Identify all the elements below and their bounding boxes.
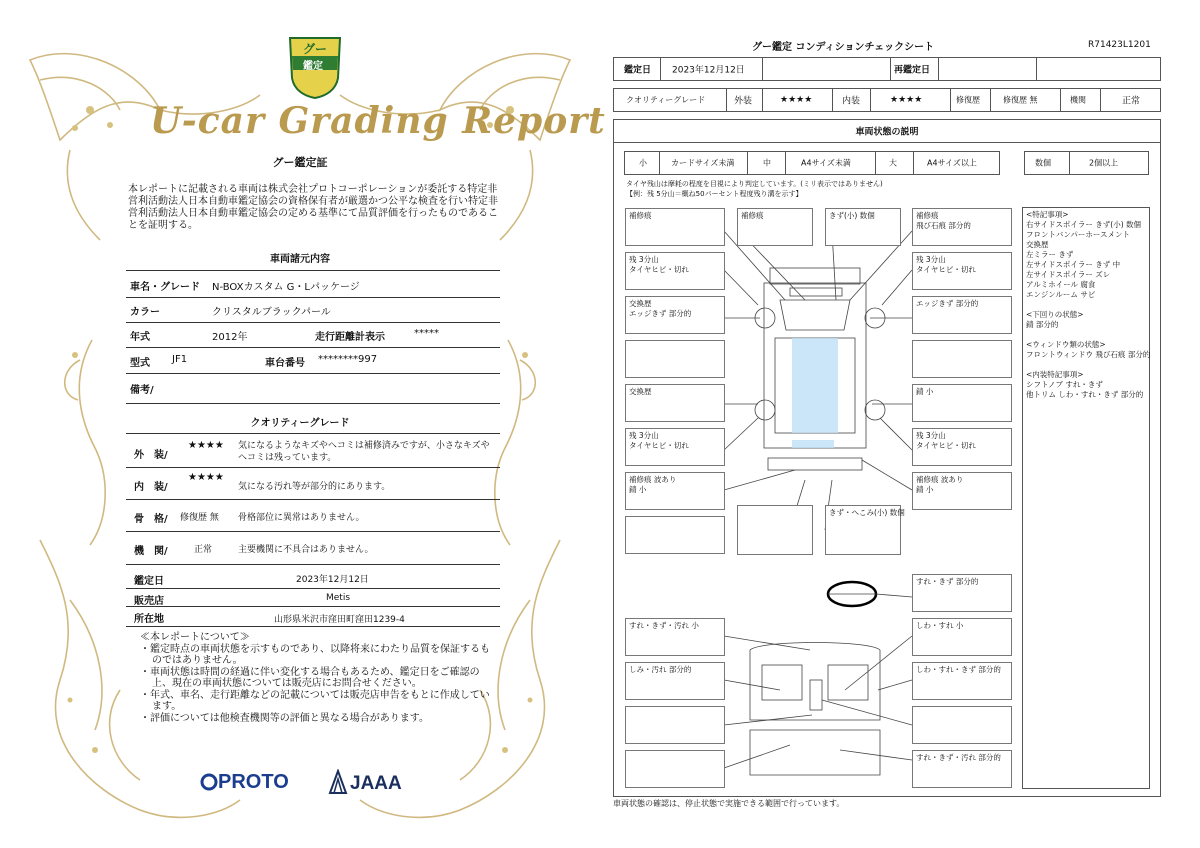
interior-note-box: しみ・汚れ 部分的 [625, 662, 725, 700]
chassis-value: ********997 [318, 354, 378, 365]
special-note-line: 右サイドスポイラー きず(小) 数個 [1026, 220, 1142, 229]
address-value: 山形県米沢市窪田町窪田1239-4 [274, 615, 405, 625]
mileage-label: 走行距離計表示 [315, 332, 385, 343]
exterior-note-box: 残 3分山 タイヤヒビ・切れ [625, 428, 725, 466]
exterior-note-box [737, 505, 813, 555]
sheet-footer: 車両状態の確認は、停止状態で実施できる範囲で行っています。 [613, 799, 845, 808]
engine-comment: 主要機関に不具合はありません。 [238, 545, 374, 555]
exterior-note-box: 残 3分山 タイヤヒビ・切れ [625, 252, 725, 290]
year-value: 2012年 [212, 332, 248, 343]
special-note-line: <ウィンドウ類の状態> [1026, 340, 1106, 349]
exterior-note-box [912, 340, 1012, 378]
special-note-line: 交換歴 [1026, 240, 1049, 249]
special-note-line: 左ミラー きず [1026, 250, 1074, 259]
report-script-title: U-car Grading Report [150, 100, 606, 142]
engine-label: 機関 [1070, 95, 1086, 105]
special-note-line: 左サイドスポイラー きず 中 [1026, 260, 1121, 269]
interior-note-box [625, 706, 725, 744]
interior-stars: ★★★★ [188, 472, 224, 483]
note-item: ・鑑定時点の車両状態を示すものであり、以降将来にわたり品質を保証するものではありません。 [140, 643, 490, 666]
size-large: 大 [889, 158, 897, 168]
year-label: 年式 [130, 332, 150, 343]
engine-value: 正常 [194, 545, 213, 555]
explain-heading: 車両状態の説明 [855, 127, 919, 138]
special-note-line: 他トリム しわ・すれ・きず 部分的 [1026, 390, 1144, 399]
note-item: ・年式、車名、走行距離などの記載については販売店申告をもとに作成しています。 [140, 689, 490, 712]
exterior-note-box: 補修痕 [625, 208, 725, 246]
count-label: 数個 [1035, 158, 1051, 168]
frame-label: 骨 格/ [134, 514, 168, 525]
special-note-line: シフトノブ すれ・きず [1026, 380, 1103, 389]
exterior-note-box: 残 3分山 タイヤヒビ・切れ [912, 252, 1012, 290]
notes-heading: ≪本レポートについて≫ [140, 632, 250, 643]
size-large-desc: A4サイズ以上 [927, 158, 977, 168]
special-note-line: 錆 部分的 [1026, 320, 1059, 329]
exterior-label: 外 装/ [134, 450, 168, 461]
exterior-note-box: 補修痕 波あり 錆 小 [912, 472, 1012, 510]
color-value: クリスタルブラックパール [212, 307, 331, 318]
vehicle-name-label: 車名・グレード [130, 282, 200, 293]
exterior-stars: ★★★★ [780, 95, 813, 105]
dealer-value: Metis [326, 593, 351, 603]
interior-note-box: すれ・きず・汚れ 小 [625, 618, 725, 656]
special-note-line [1026, 300, 1150, 310]
sheet-date-value: 2023年12月12日 [672, 65, 745, 76]
engine-label: 機 関/ [134, 546, 168, 557]
exterior-note-box: 交換歴 [625, 384, 725, 422]
dealer-label: 販売店 [134, 596, 164, 607]
certificate-title: グー鑑定証 [272, 156, 328, 169]
special-note-line [1026, 330, 1150, 340]
model-value: JF1 [172, 354, 188, 365]
exterior-note-box: きず(小) 数個 [825, 208, 901, 246]
interior-note-box: しわ・すれ 小 [912, 618, 1012, 656]
exterior-note-box: きず・へこみ(小) 数個 [825, 505, 901, 555]
interior-comment: 気になる汚れ等が部分的にあります。 [238, 482, 391, 492]
interior-note-box: しわ・すれ・きず 部分的 [912, 662, 1012, 700]
special-note-line: 左サイドスポイラー ズレ [1026, 270, 1111, 279]
jaaa-logo-text: JAAA [350, 773, 402, 794]
special-note-line: フロントバンパーホースメント [1026, 230, 1130, 239]
exterior-note-box: 補修痕 飛び石痕 部分的 [912, 208, 1012, 246]
exterior-note-box: 残 3分山 タイヤヒビ・切れ [912, 428, 1012, 466]
interior-label: 内装 [842, 96, 861, 107]
exterior-note-box: 錆 小 [912, 384, 1012, 422]
special-note-line: <下回りの状態> [1026, 310, 1084, 319]
report-notes [140, 632, 490, 724]
tire-example: 【例：残 5分山＝概ね50パーセント程度残り溝を示す】 [626, 190, 803, 198]
address-label: 所在地 [134, 614, 164, 625]
size-mid: 中 [763, 158, 771, 168]
interior-note-box: すれ・きず・汚れ 部分的 [912, 750, 1012, 788]
count-desc: 2個以上 [1089, 158, 1119, 168]
repair-label: 修復歴 [956, 95, 980, 105]
vehicle-name-value: N-BOXカスタム G・Lパッケージ [212, 282, 360, 293]
note-item: ・評価については他検査機関等の評価と異なる場合があります。 [140, 712, 429, 724]
exterior-note-box [625, 340, 725, 378]
exterior-note-box: エッジきず 部分的 [912, 296, 1012, 334]
exterior-label: 外装 [734, 96, 753, 107]
tire-note: タイヤ残山は摩耗の程度を目視により判定しています。(ミリ表示ではありません) [626, 180, 883, 188]
quality-heading: クオリティーグレード [250, 418, 350, 429]
exterior-stars: ★★★★ [188, 440, 224, 451]
interior-note-box: すれ・きず 部分的 [912, 574, 1012, 612]
special-note-line: エンジンルーム サビ [1026, 290, 1096, 299]
redate-label: 再鑑定日 [894, 65, 931, 76]
interior-note-box [625, 750, 725, 788]
special-note-line: <内装特記事項> [1026, 370, 1084, 379]
special-note-line: <特記事項> [1026, 210, 1069, 219]
model-label: 型式 [130, 358, 150, 369]
interior-note-box [912, 706, 1012, 744]
mileage-value: ***** [414, 328, 439, 339]
exterior-note-box: 補修痕 波あり 錆 小 [625, 472, 725, 510]
chassis-label: 車台番号 [265, 358, 305, 369]
jaaa-logo-icon [328, 769, 348, 795]
proto-logo-icon [200, 771, 218, 793]
spec-heading: 車両諸元内容 [270, 254, 330, 265]
special-note-line: アルミホイール 腐食 [1026, 280, 1096, 289]
size-small-desc: カードサイズ未満 [671, 158, 735, 168]
repair-value: 修復歴 無 [1003, 95, 1038, 105]
sheet-date-label: 鑑定日 [624, 65, 652, 76]
quality-label: クオリティーグレード [626, 95, 706, 105]
proto-logo-text: PROTO [218, 771, 289, 793]
exterior-note-box: 交換歴 エッジきず 部分的 [625, 296, 725, 334]
special-note-line [1026, 360, 1150, 370]
date-value: 2023年12月12日 [296, 575, 369, 585]
special-notes [1026, 210, 1150, 400]
special-note-line: フロントウィンドウ 飛び石痕 部分的 [1026, 350, 1151, 359]
frame-comment: 骨格部位に異常はありません。 [238, 513, 365, 523]
sheet-title: グー鑑定 コンディションチェックシート [752, 42, 935, 53]
exterior-note-box [625, 516, 725, 554]
frame-value: 修復歴 無 [180, 513, 219, 523]
interior-stars: ★★★★ [890, 95, 923, 105]
color-label: カラー [130, 307, 160, 318]
exterior-note-box: 補修痕 [737, 208, 813, 246]
date-label: 鑑定日 [134, 576, 164, 587]
exterior-comment: 気になるようなキズやヘコミは補修済みですが、小さなキズやヘコミは残っています。 [238, 441, 490, 463]
sheet-code: R71423L1201 [1088, 40, 1151, 50]
note-item: ・車両状態は時間の経過に伴い変化する場合もあるため、鑑定日をご確認の上、現在の車両状態については販売店にお問合せください。 [140, 666, 480, 689]
interior-label: 内 装/ [134, 482, 168, 493]
certificate-statement: 本レポートに記載される車両は株式会社プロトコーポレーションが委託する特定非営利活動法人日本自動車鑑定協会の資格保有者が厳選かつ公平な検査を行い特定非営利活動法人日本自動車鑑定協会の定める基準にて品質評価を行ったものであることを証明する。 [128, 184, 498, 231]
size-mid-desc: A4サイズ未満 [801, 158, 851, 168]
size-small: 小 [639, 158, 647, 168]
engine-value: 正常 [1122, 96, 1141, 107]
badge-bottom-text: 鑑定 [303, 61, 323, 72]
remarks-label: 備考/ [130, 385, 154, 396]
badge-top-text: グー [303, 42, 328, 56]
